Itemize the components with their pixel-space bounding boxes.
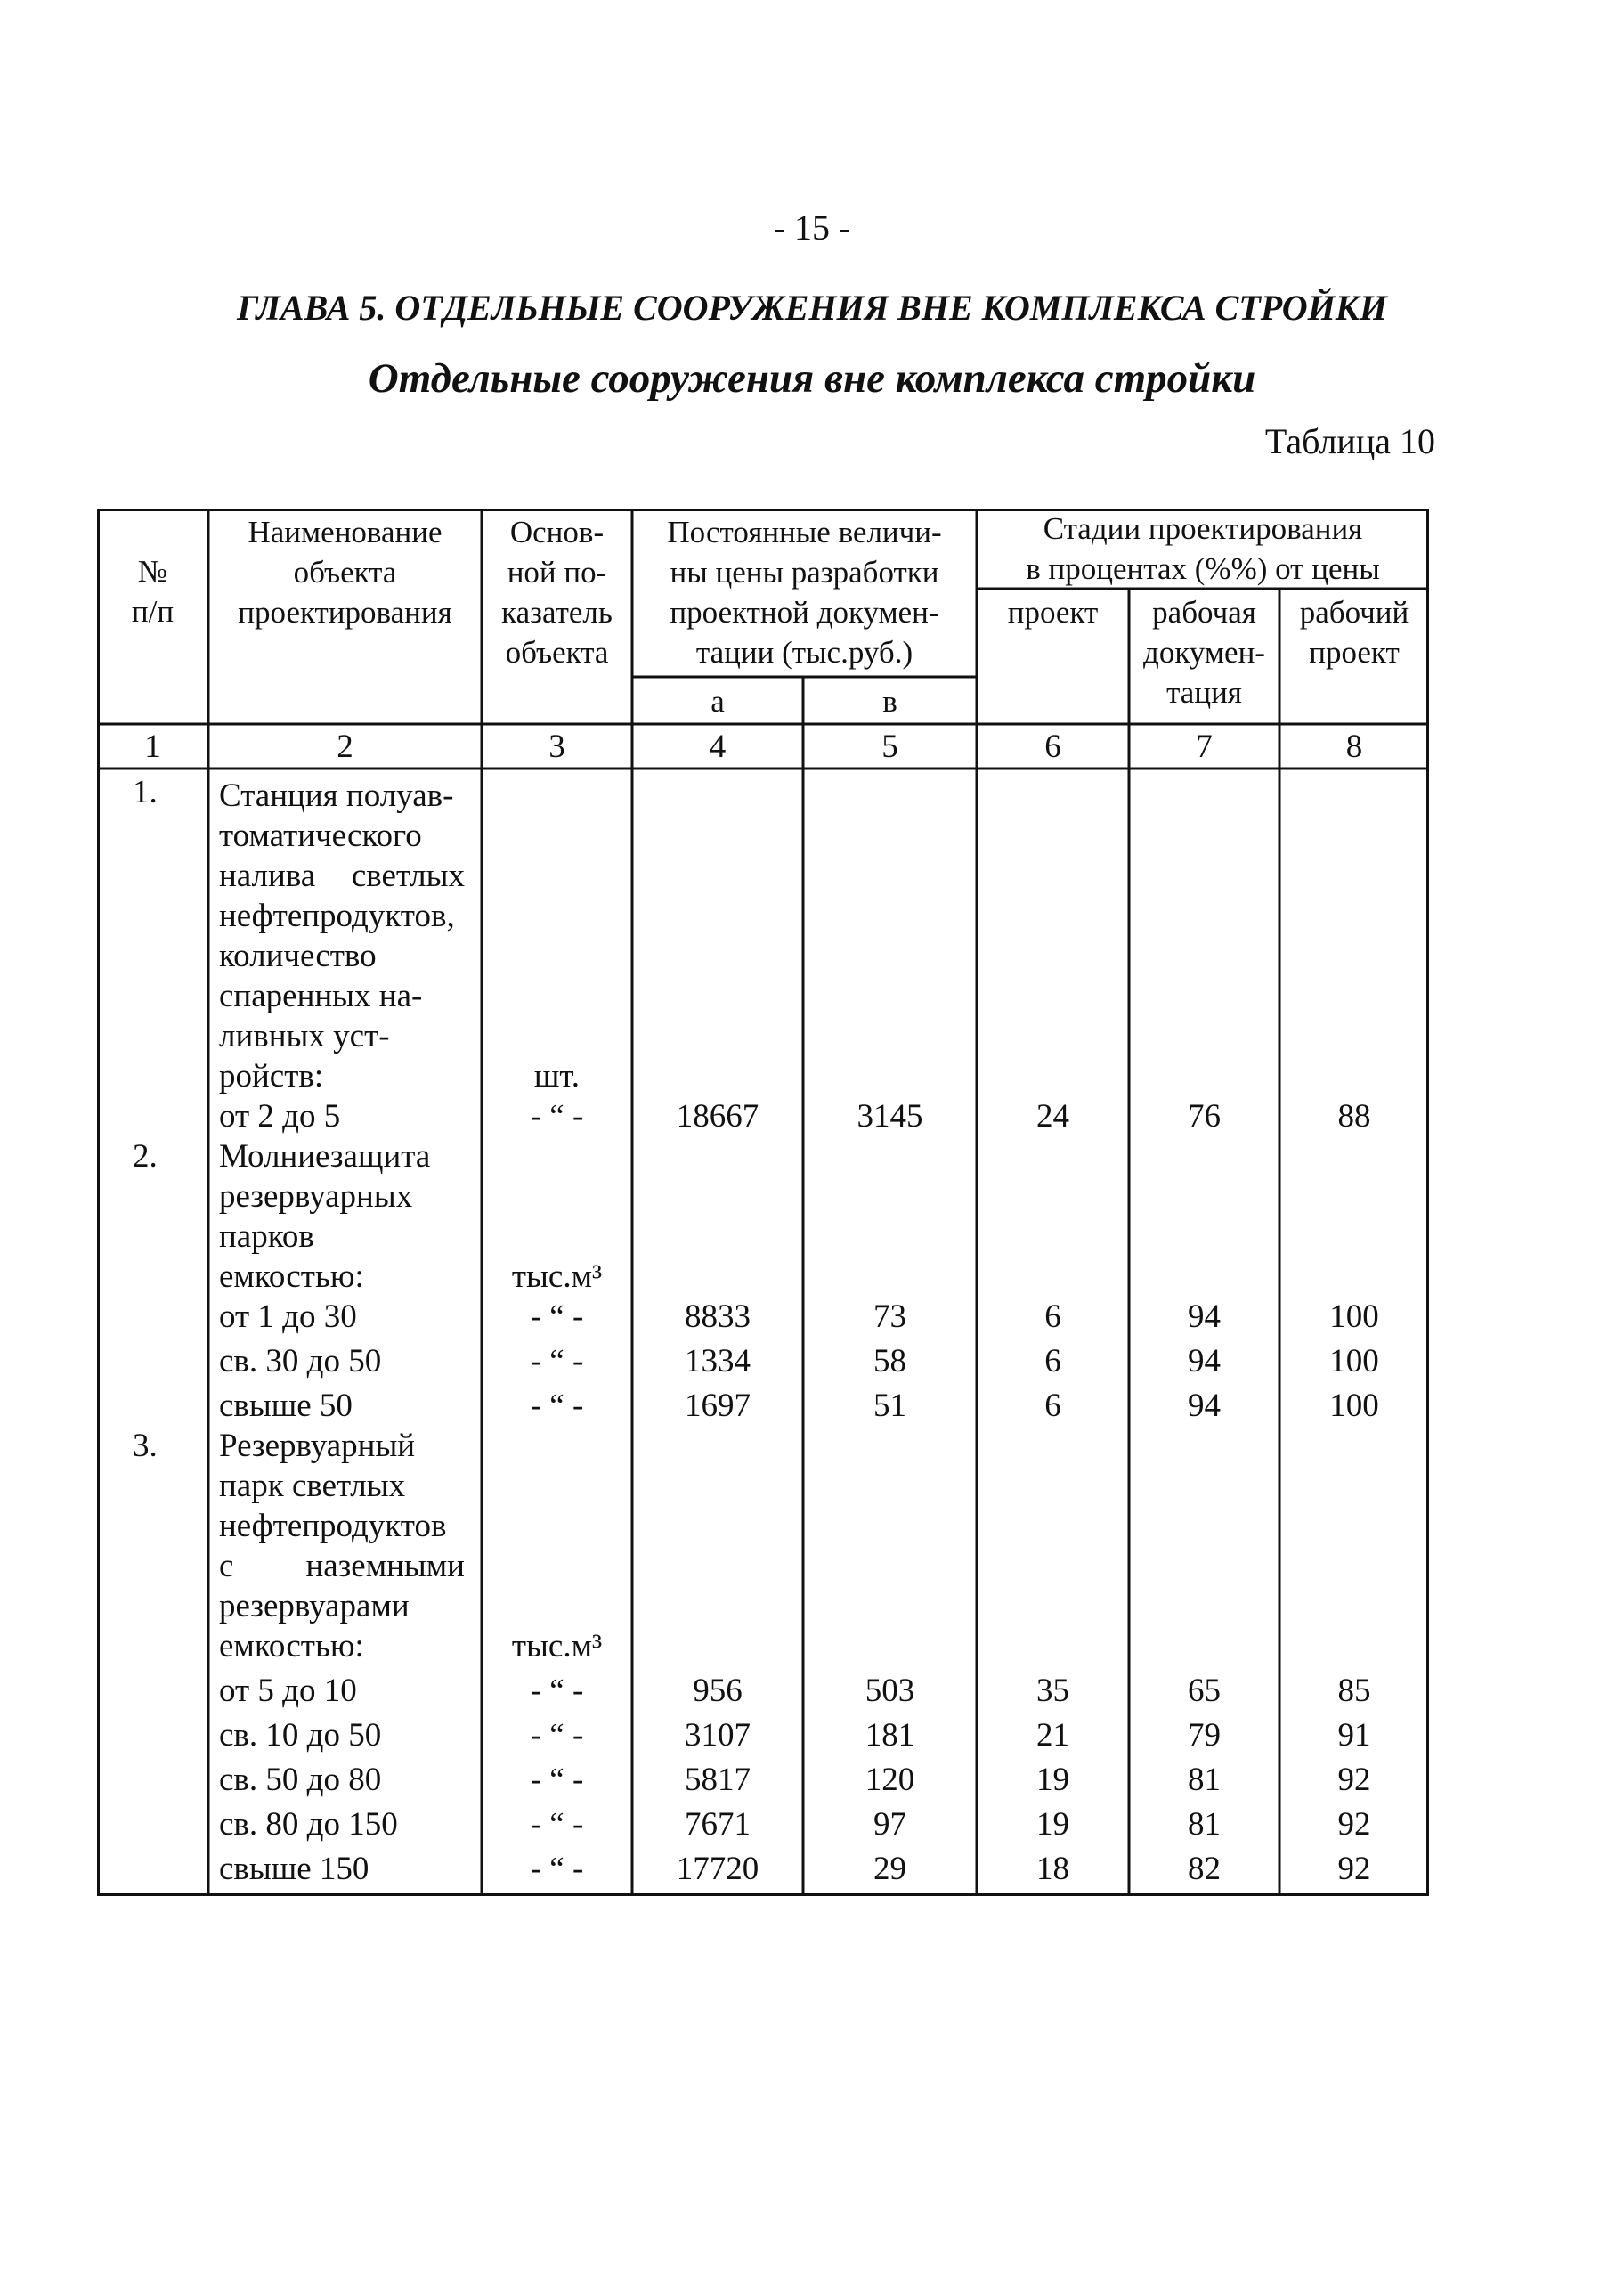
row-working-docs: 79: [1188, 1717, 1221, 1754]
row-working-project: 100: [1329, 1388, 1379, 1424]
group-unit: тыс.м³: [511, 1258, 603, 1295]
page-number: - 15 -: [773, 208, 851, 248]
row-name: св. 10 до 50: [219, 1717, 382, 1754]
header-stage-working-docs: рабочая докумен- тация: [1143, 595, 1265, 710]
row-working-docs: 94: [1188, 1388, 1221, 1424]
row-working-project: 92: [1337, 1851, 1371, 1887]
data-table: [97, 509, 1429, 1896]
group-unit: тыс.м³: [511, 1628, 603, 1664]
row-name: от 1 до 30: [219, 1298, 357, 1335]
row-const-b: 120: [865, 1762, 915, 1798]
header-indicator: Основ- ной по- казатель объекта: [501, 515, 613, 670]
row-unit: - “ -: [530, 1343, 584, 1380]
column-number: 1: [144, 728, 161, 765]
group-number: 2.: [133, 1138, 158, 1175]
column-number: 3: [548, 728, 565, 765]
justified-line: с наземными: [219, 1548, 465, 1584]
row-unit: - “ -: [530, 1717, 584, 1754]
header-stages: Стадии проектирования в процентах (%%) от цены: [1026, 511, 1380, 586]
row-unit: - “ -: [530, 1762, 584, 1798]
row-project: 19: [1036, 1762, 1069, 1798]
row-const-a: 3107: [685, 1717, 751, 1754]
row-unit: - “ -: [530, 1806, 584, 1843]
row-project: 21: [1036, 1717, 1069, 1754]
row-const-a: 1697: [685, 1388, 751, 1424]
row-working-docs: 82: [1188, 1851, 1221, 1887]
header-stage-project: проект: [1007, 595, 1099, 630]
row-working-docs: 81: [1188, 1762, 1221, 1798]
row-working-project: 100: [1329, 1343, 1379, 1380]
row-name: свыше 50: [219, 1388, 353, 1424]
row-const-b: 73: [873, 1298, 906, 1335]
row-unit: - “ -: [530, 1673, 584, 1709]
row-working-project: 88: [1337, 1098, 1371, 1135]
row-project: 24: [1036, 1098, 1069, 1135]
column-number: 4: [709, 728, 727, 765]
justified-word: наземными: [305, 1548, 465, 1584]
row-working-project: 100: [1329, 1298, 1379, 1335]
row-project: 35: [1036, 1673, 1069, 1709]
row-working-docs: 65: [1188, 1673, 1221, 1709]
row-const-a: 1334: [685, 1343, 751, 1380]
row-const-a: 17720: [676, 1851, 759, 1887]
row-const-a: 8833: [685, 1298, 751, 1335]
row-working-project: 85: [1337, 1673, 1371, 1709]
table-label: Таблица 10: [1264, 421, 1435, 461]
group-title: Станция полуав- томатического налива светлых нефтепродуктов, количество спаренных на- ливных уст- ройств:: [219, 777, 465, 1095]
row-unit: - “ -: [530, 1851, 584, 1887]
row-name: от 5 до 10: [219, 1673, 357, 1709]
row-const-a: 956: [693, 1673, 743, 1709]
header-name: Наименование объекта проектирования: [238, 515, 452, 630]
row-project: 6: [1044, 1343, 1061, 1380]
row-working-project: 91: [1337, 1717, 1371, 1754]
row-const-b: 181: [865, 1717, 915, 1754]
group-number: 3.: [133, 1428, 158, 1464]
column-number: 6: [1044, 728, 1061, 765]
justified-line: налива светлых: [219, 858, 465, 894]
header-stage-working-project: рабочий проект: [1299, 595, 1409, 670]
row-working-project: 92: [1337, 1762, 1371, 1798]
row-const-a: 5817: [685, 1762, 751, 1798]
group-number: 1.: [133, 774, 158, 810]
row-const-b: 3145: [857, 1098, 923, 1135]
header-const-b: в: [882, 684, 897, 719]
column-number: 2: [337, 728, 353, 765]
row-working-docs: 81: [1188, 1806, 1221, 1843]
row-unit: - “ -: [530, 1298, 584, 1335]
row-project: 6: [1044, 1388, 1061, 1424]
header-const-a: а: [710, 684, 725, 719]
row-name: св. 80 до 150: [219, 1806, 398, 1843]
row-working-docs: 94: [1188, 1343, 1221, 1380]
row-working-docs: 76: [1188, 1098, 1221, 1135]
row-name: св. 50 до 80: [219, 1762, 382, 1798]
row-name: от 2 до 5: [219, 1098, 341, 1135]
row-project: 6: [1044, 1298, 1061, 1335]
row-const-a: 18667: [676, 1098, 759, 1135]
row-const-a: 7671: [685, 1806, 751, 1843]
group-title: Молниезащита резервуарных парков емкостью:: [219, 1138, 431, 1295]
row-name: св. 30 до 50: [219, 1343, 382, 1380]
header-num: № п/п: [131, 554, 175, 629]
justified-word: светлых: [351, 858, 465, 894]
row-unit: - “ -: [530, 1388, 584, 1424]
header-constants: Постоянные величи- ны цены разработки проектной докумен- тации (тыс.руб.): [667, 515, 942, 670]
column-number: 7: [1196, 728, 1213, 765]
column-number: 8: [1345, 728, 1363, 765]
row-project: 18: [1036, 1851, 1069, 1887]
row-name: свыше 150: [219, 1851, 369, 1887]
row-const-b: 97: [873, 1806, 906, 1843]
row-const-b: 51: [873, 1388, 906, 1424]
column-number: 5: [881, 728, 898, 765]
section-title: Отдельные сооружения вне комплекса стройки: [368, 355, 1256, 402]
row-const-b: 29: [873, 1851, 906, 1887]
row-const-b: 58: [873, 1343, 906, 1380]
row-working-project: 92: [1337, 1806, 1371, 1843]
row-working-docs: 94: [1188, 1298, 1221, 1335]
row-project: 19: [1036, 1806, 1069, 1843]
row-const-b: 503: [865, 1673, 915, 1709]
group-unit: шт.: [533, 1058, 581, 1095]
row-unit: - “ -: [530, 1098, 584, 1135]
chapter-title: ГЛАВА 5. ОТДЕЛЬНЫЕ СООРУЖЕНИЯ ВНЕ КОМПЛЕКСА СТРОЙКИ: [237, 288, 1387, 328]
group-title: Резервуарный парк светлых нефтепродуктов с наземными резервуарами емкостью:: [219, 1428, 465, 1664]
